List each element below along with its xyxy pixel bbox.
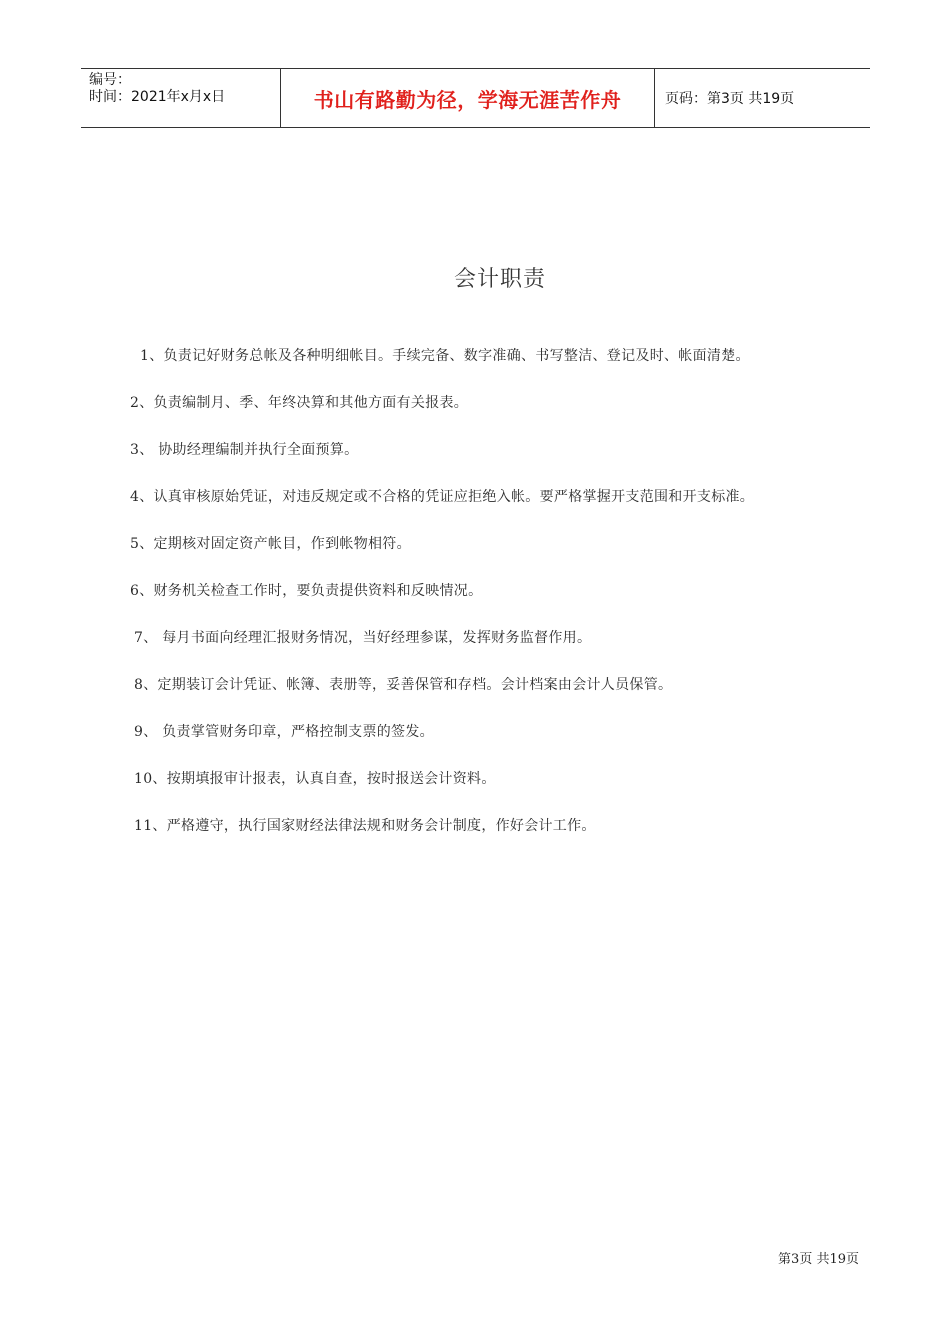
number-label: 编号： [89,72,131,88]
header-page-cell [655,69,870,127]
duty-item: 3、 协助经理编制并执行全面预算。 [130,442,359,458]
header-page-label: 页码：第3页 共19页 [665,91,795,107]
page-footer: 第3页 共19页 [778,1252,859,1267]
duty-item: 6、财务机关检查工作时，要负责提供资料和反映情况。 [130,583,483,599]
duty-item: 2、负责编制月、季、年终决算和其他方面有关报表。 [130,395,469,411]
duty-item: 9、 负责掌管财务印章，严格控制支票的签发。 [134,724,434,740]
duty-item: 4、认真审核原始凭证，对违反规定或不合格的凭证应拒绝入帐。要严格掌握开支范围和开支标准。 [130,489,755,505]
duty-item: 5、定期核对固定资产帐目，作到帐物相符。 [130,536,411,552]
motto: 书山有路勤为径，学海无涯苦作舟 [313,87,622,112]
document-title: 会计职责 [453,267,546,292]
duty-item: 11、严格遵守，执行国家财经法律法规和财务会计制度，作好会计工作。 [134,818,596,834]
time-label: 时间：2021年x月x日 [89,89,226,105]
duty-item: 10、按期填报审计报表，认真自查，按时报送会计资料。 [134,771,496,787]
header-meta [81,69,281,127]
duty-item: 7、 每月书面向经理汇报财务情况，当好经理参谋，发挥财务监督作用。 [134,630,592,646]
header-motto-cell [281,69,655,127]
duty-item: 8、定期装订会计凭证、帐簿、表册等，妥善保管和存档。会计档案由会计人员保管。 [134,677,673,693]
duty-item: 1、负责记好财务总帐及各种明细帐目。手续完备、数字准确、书写整洁、登记及时、帐面清楚。 [140,348,750,364]
document-header [81,68,870,128]
